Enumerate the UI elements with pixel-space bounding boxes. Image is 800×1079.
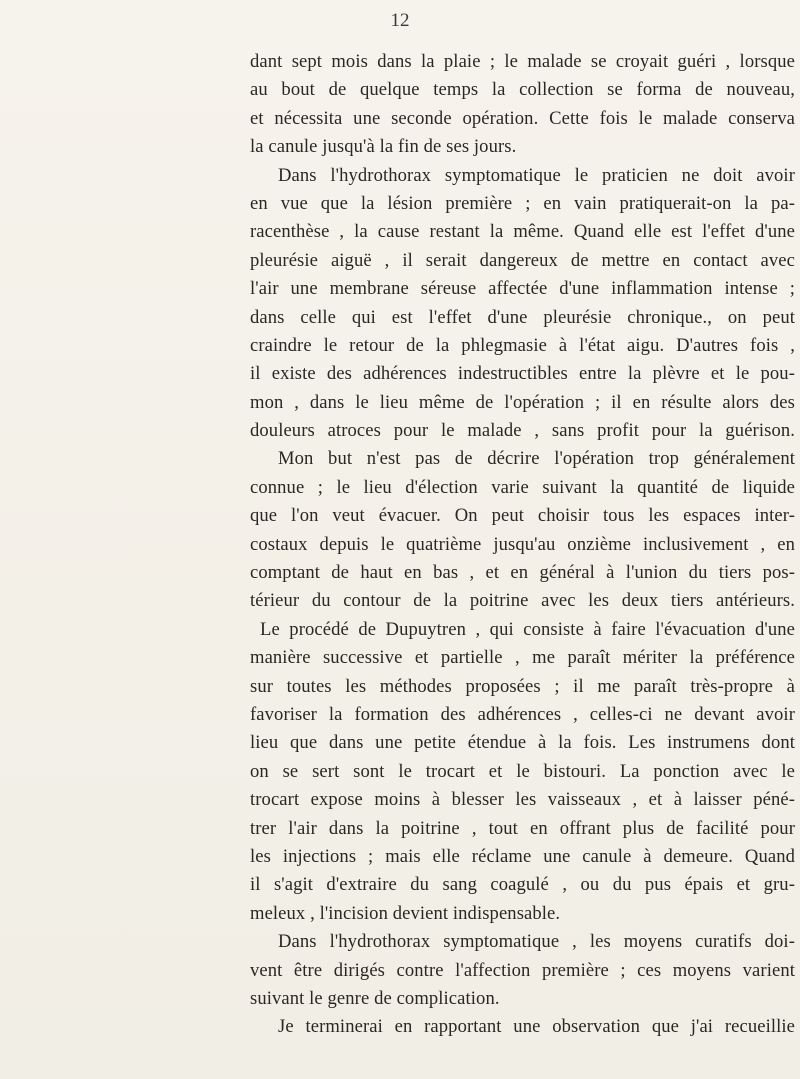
paragraph-start-line: Dans l'hydrothorax symptomatique le praticien ne doit avoir xyxy=(278,164,795,186)
text-line: les injections ; mais elle réclame une canule à demeure. Quand xyxy=(250,845,795,867)
paragraph-start-line: Je terminerai en rapportant une observation que j'ai recueillie xyxy=(278,1016,795,1038)
text-line: dans celle qui est l'effet d'une pleurésie chronique., on peut xyxy=(250,306,795,328)
text-line: craindre le retour de la phlegmasie à l'état aigu. D'autres fois , xyxy=(250,334,795,356)
text-line: connue ; le lieu d'élection varie suivant la quantité de liquide xyxy=(250,476,795,498)
paragraph-start-line: Mon but n'est pas de décrire l'opération trop généralement xyxy=(278,448,795,470)
text-line: comptant de haut en bas , et en général à l'union du tiers pos- xyxy=(250,562,795,584)
text-line: manière successive et partielle , me paraît mériter la préférence xyxy=(250,647,795,669)
text-line: trer l'air dans la poitrine , tout en offrant plus de facilité pour xyxy=(250,817,795,839)
text-line: suivant le genre de complication. xyxy=(250,987,500,1009)
text-line: que l'on veut évacuer. On peut choisir tous les espaces inter- xyxy=(250,505,795,527)
text-line: trocart expose moins à blesser les vaisseaux , et à laisser péné- xyxy=(250,789,795,811)
text-line: au bout de quelque temps la collection se forma de nouveau, xyxy=(250,79,795,101)
text-line: Le procédé de Dupuytren , qui consiste à faire l'évacuation d'une xyxy=(260,618,795,640)
text-line: meleux , l'incision devient indispensable. xyxy=(250,902,561,924)
text-line: racenthèse , la cause restant la même. Quand elle est l'effet d'une xyxy=(250,221,795,243)
text-line: et nécessita une seconde opération. Cette fois le malade conserva xyxy=(250,107,795,129)
text-line: douleurs atroces pour le malade , sans profit pour la guérison. xyxy=(250,420,795,442)
text-line: sur toutes les méthodes proposées ; il me paraît très-propre à xyxy=(250,675,795,697)
text-line: l'air une membrane séreuse affectée d'une inflammation intense ; xyxy=(250,278,795,300)
text-line: pleurésie aiguë , il serait dangereux de mettre en contact avec xyxy=(250,249,795,271)
text-line: lieu que dans une petite étendue à la fois. Les instrumens dont xyxy=(250,732,795,754)
text-line: il existe des adhérences indestructibles entre la plèvre et le pou- xyxy=(250,363,795,385)
text-line: costaux depuis le quatrième jusqu'au onzième inclusivement , en xyxy=(250,533,795,555)
text-line: en vue que la lésion première ; en vain pratiquerait-on la pa- xyxy=(250,192,795,214)
page-number: 12 xyxy=(390,10,410,31)
text-line: il s'agit d'extraire du sang coagulé , ou du pus épais et gru- xyxy=(250,874,795,896)
text-line: mon , dans le lieu même de l'opération ; il en résulte alors des xyxy=(250,391,795,413)
body-text xyxy=(250,48,795,1042)
text-line: on se sert sont le trocart et le bistouri. La ponction avec le xyxy=(250,760,795,782)
text-line: térieur du contour de la poitrine avec les deux tiers antérieurs. xyxy=(250,590,795,612)
paragraph-start-line: Dans l'hydrothorax symptomatique , les moyens curatifs doi- xyxy=(278,931,795,953)
text-line: dant sept mois dans la plaie ; le malade se croyait guéri , lorsque xyxy=(250,51,795,72)
text-line: la canule jusqu'à la fin de ses jours. xyxy=(250,136,517,158)
text-line: favoriser la formation des adhérences , celles-ci ne devant avoir xyxy=(250,703,795,725)
text-line: vent être dirigés contre l'affection première ; ces moyens varient xyxy=(250,959,795,981)
